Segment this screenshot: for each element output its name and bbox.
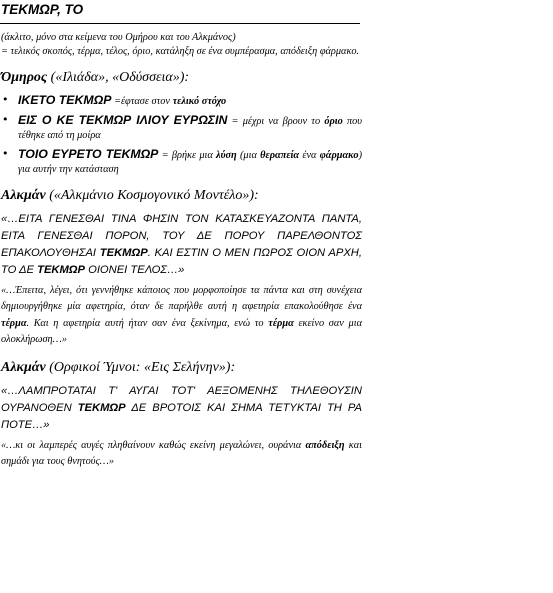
list-item [0, 147, 362, 177]
translation-emphasis: τέρμα [268, 317, 294, 329]
translation-text: (μια [236, 149, 261, 161]
quote-text: «…ΛΑΜΠΡΟΤΑΤΑΙ Τ' ΑΥΓΑΙ ΤΟΤ' ΑΕΞΟΜΕΝΗΣ ΤΗΛΕΘΟΥΣΙΝ ΟΥΡΑΝΟΘΕΝ [1, 384, 362, 414]
greek-phrase: ΤΟΙΟ ΕΥΡΕΤΟ ΤΕΚΜΩΡ [18, 146, 159, 161]
list-item [0, 93, 362, 109]
translation-emphasis: φάρμακο [319, 149, 359, 161]
quote-translation [1, 283, 362, 349]
list-item [0, 113, 362, 143]
alkman-cosmogony-heading [1, 187, 362, 205]
ancient-quote [1, 211, 362, 279]
translation-text: = βρήκε μια [158, 149, 217, 161]
translation-text: «…κι οι λαμπερές αυγές πληθαίνουν καθώς εκείνη μεγαλώνει, ουράνια [1, 439, 306, 451]
homer-heading [1, 69, 362, 87]
alkman-heading-work: («Αλκμάνιο Κοσμογονικό Μοντέλο»): [45, 187, 259, 203]
page-title: ΤΕΚΜΩΡ, ΤΟ [1, 2, 84, 17]
quote-keyword: ΤΕΚΜΩΡ [37, 263, 86, 276]
bullet-icon: • [2, 92, 9, 106]
translation-text: «…Έπειτα, λέγει, ότι γεννήθηκε κάποιος που μορφοποίησε τα πάντα και στη συνέχεια δημιουργήθηκε μία αφετηρία, όταν δε παρήλθε αυτή η αφετηρία επακολούθησε ένα [1, 284, 362, 312]
translation-emphasis: τέρμα [1, 317, 27, 329]
homer-quotes-list [0, 93, 362, 177]
bullet-icon: • [2, 112, 9, 126]
ancient-quote [1, 383, 362, 434]
definition: = τελικός σκοπός, τέρμα, τέλος, όριο, κατάληξη σε ένα συμπέρασμα, απόδειξη φάρμακο. [1, 45, 360, 57]
translation-text: . Και η αφετηρία αυτή ήταν σαν ένα ξεκίνημα, ενώ το [26, 317, 269, 329]
quote-keyword: ΤΕΚΜΩΡ [77, 401, 126, 414]
homer-heading-name: Όμηρος [1, 69, 48, 85]
translation-text: ) για αυτήν την κατάσταση [18, 149, 363, 175]
translation-emphasis: τελικό στόχο [172, 95, 227, 107]
translation-emphasis: απόδειξη [305, 439, 345, 451]
translation-text: =έφτασε στον [111, 95, 173, 107]
translation-emphasis: λύση [216, 149, 237, 161]
alkman-heading-name: Αλκμάν [1, 187, 46, 203]
quote-text: ΟΙΟΝΕΙ ΤΕΛΟΣ…» [85, 263, 185, 276]
usage-note: (άκλιτο, μόνο στα κείμενα του Ομήρου και του Αλκμάνος) [1, 32, 236, 43]
quote-translation [1, 438, 362, 471]
translation-emphasis: όριο [324, 115, 343, 127]
title-divider [0, 23, 360, 24]
quote-text: «…ΕΙΤΑ ΓΕΝΕΣΘΑΙ ΤΙΝΑ ΦΗΣΙΝ ΤΟΝ ΚΑΤΑΣΚΕΥΑΖΟΝΤΑ ΠΑΝΤΑ, ΕΙΤΑ ΓΕΝΕΣΘΑΙ ΠΟΡΟΝ, ΤΟΥ ΔΕ ΠΟΡΟΥ ΠΑΡΕΛΘΟΝΤΟΣ ΕΠΑΚΟΛΟΥΘΗΣΑΙ [1, 212, 362, 259]
greek-phrase: ΙΚΕΤΟ ΤΕΚΜΩΡ [18, 92, 112, 107]
quote-text: . ΚΑΙ ΕΣΤΙΝ Ο ΜΕΝ ΠΩΡΟΣ ΟΙΟΝ ΑΡΧΗ, ΤΟ ΔΕ [1, 246, 362, 276]
quote-text: ΔΕ ΒΡΟΤΟΙΣ ΚΑΙ ΣΗΜΑ ΤΕΤΥΚΤΑΙ ΤΗ ΡΑ ΠΟΤΕ…» [1, 401, 362, 431]
translation-text: ένα [299, 149, 320, 161]
alkman-heading-name: Αλκμάν [1, 359, 46, 375]
quote-keyword: ΤΕΚΜΩΡ [99, 246, 148, 259]
greek-phrase: ΕΙΣ Ο ΚΕ ΤΕΚΜΩΡ ΙΛΙΟΥ ΕΥΡΩΣΙΝ [18, 112, 228, 127]
translation-text: που τέθηκε από τη μοίρα [18, 115, 362, 141]
translation-emphasis: θεραπεία [260, 149, 300, 161]
translation-text: εκείνο σαν μια ολοκλήρωση…» [1, 317, 362, 345]
alkman-heading-work: (Ορφικοί Ύμνοι: «Εις Σελήνην»): [45, 359, 236, 375]
translation-text: και σημάδι για τους θνητούς…» [1, 439, 362, 467]
homer-heading-works: («Ιλιάδα», «Οδύσσεια»): [47, 69, 190, 85]
bullet-icon: • [2, 146, 9, 160]
translation-text: = μέχρι να βρουν το [227, 115, 325, 127]
alkman-hymns-heading [1, 359, 362, 377]
